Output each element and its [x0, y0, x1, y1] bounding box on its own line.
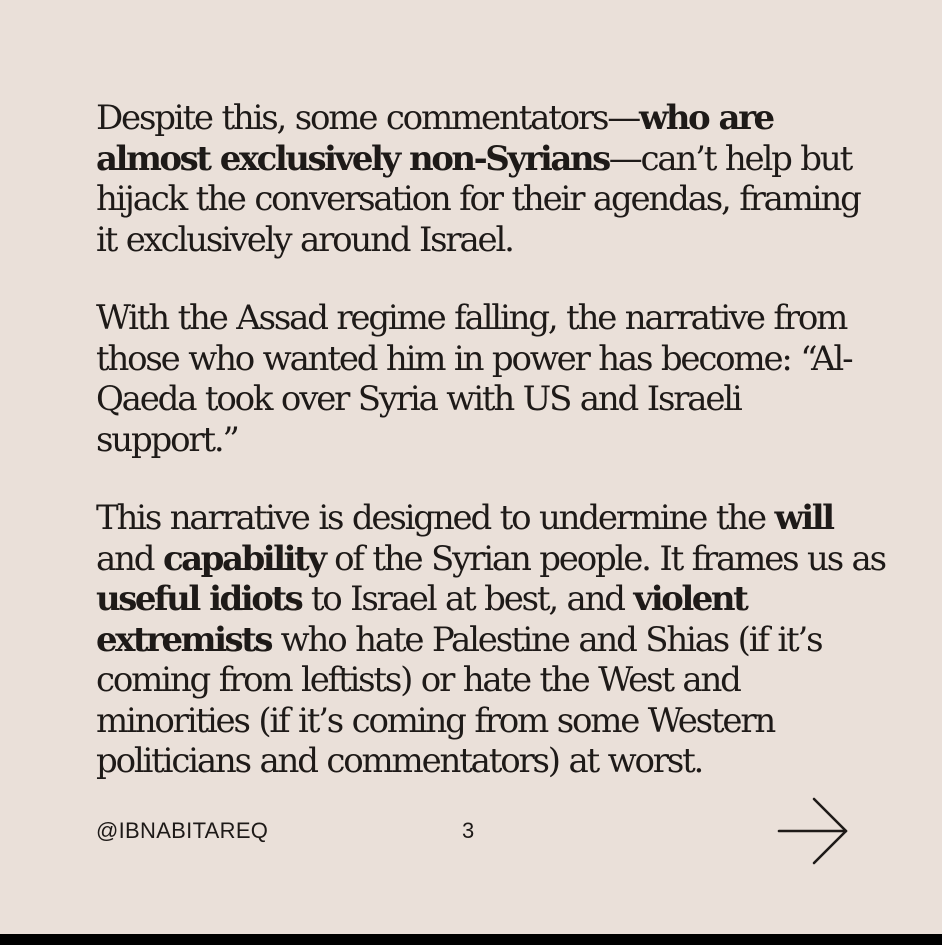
- paragraph-3-run-7: to Israel at best, and: [301, 579, 634, 619]
- bold-useful-idiots: useful idiots: [96, 579, 302, 619]
- paragraph-3-run-3: and: [96, 538, 163, 579]
- paragraph-3-run-5: of the Syrian people. It frames us as: [324, 538, 885, 579]
- paragraph-1-run-1: Despite this, some commentators—: [96, 98, 640, 138]
- paragraph-2-run-1: With the Assad regime falling, the narrative from those who wanted him in power has become: “Al-Qaeda took over Syria with US and Israeli support.”: [96, 298, 852, 460]
- paragraph-3-run-9: who hate Palestine and Shias (if it’s coming from leftists) or hate the West and minorities (if it’s coming from some Western politicians and commentators) at worst.: [96, 619, 822, 781]
- post-body: [96, 98, 886, 820]
- bold-will: will: [774, 498, 833, 538]
- bold-violent-extremists: violent extremists: [96, 579, 747, 660]
- author-handle: @IBNABITAREQ: [96, 818, 269, 843]
- page-number: 3: [462, 818, 475, 843]
- bold-capability: capability: [162, 538, 325, 579]
- arrow-right-icon[interactable]: [776, 796, 850, 866]
- paragraph-3-run-1: This narrative is designed to undermine the: [96, 498, 775, 538]
- paragraph-1-run-3: —can’t help but hijack the conversation for their agendas, framing it exclusively around Israel.: [96, 138, 860, 260]
- paragraph-2: [96, 298, 886, 460]
- paragraph-1: [96, 98, 886, 260]
- paragraph-3: [96, 498, 886, 782]
- paragraph-1-bold-phrase: who are almost exclusively non-Syrians: [96, 98, 773, 179]
